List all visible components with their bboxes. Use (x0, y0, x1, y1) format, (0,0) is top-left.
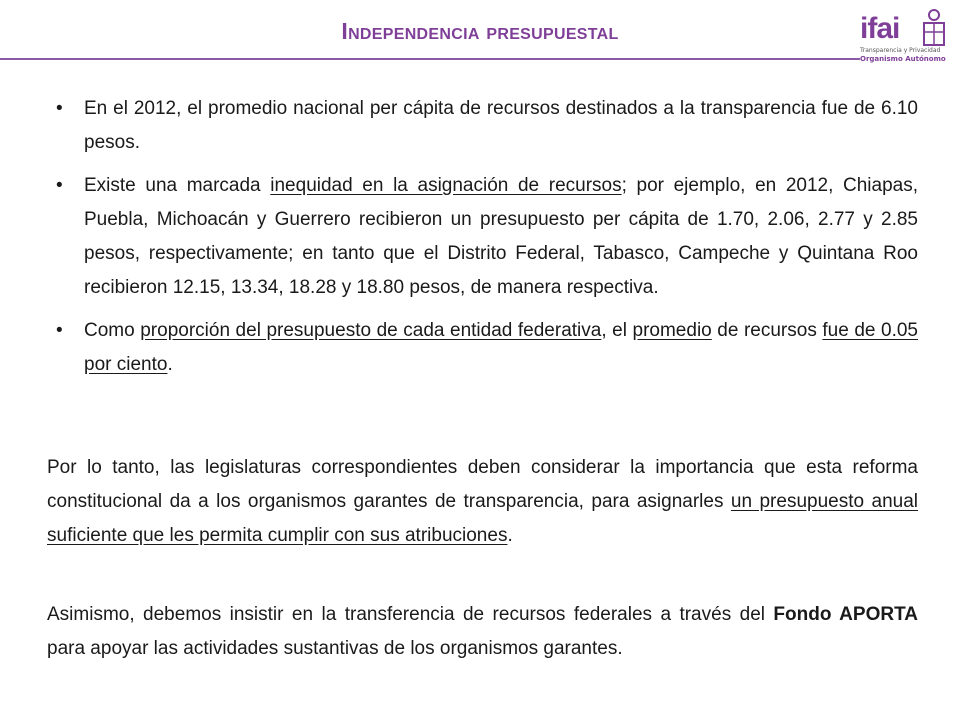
paragraph-text: Asimismo, debemos insistir en la transferencia de recursos federales a través del (47, 604, 774, 625)
bullet-text: , el (601, 320, 633, 341)
slide-title: Independencia presupuestal (341, 18, 619, 44)
bullet-text: Como (84, 320, 141, 341)
paragraph-text: Por lo tanto, las legislaturas correspondientes deben considerar la importancia que esta reforma constitucional da a los organismos garantes de transparencia, para asignarles (47, 457, 918, 512)
bullet-text: . (167, 354, 173, 375)
logo-subtitle: Organismo Autónomo (860, 55, 946, 63)
bullet-text: de recursos (711, 320, 823, 341)
bold-text: Fondo APORTA (773, 604, 918, 625)
paragraph-aporta (47, 598, 918, 666)
paragraph-text: . (507, 525, 513, 546)
title-divider (0, 58, 860, 60)
underlined-text: un presupuesto anual suficiente que les permita cumplir con sus atribuciones (47, 491, 918, 546)
ifai-logo (852, 6, 952, 68)
underlined-text: inequidad en la asignación de recursos (270, 175, 622, 196)
bullet-text: ; por ejemplo, en 2012, Chiapas, Puebla, Michoacán y Guerrero recibieron un presupuesto per cápita de 1.70, 2.06, 2.77 y 2.85 pesos, respectivamente; en tanto que el Distrito Federal, Tabasco, Campeche y Quintana Roo recibieron 12.15, 13.34, 18.28 y 18.80 pesos, de manera respectiva. (84, 175, 919, 298)
logo-figure-icon (920, 8, 948, 48)
bullet-text: En el 2012, el promedio nacional per cápita de recursos destinados a la transparencia fue de 6.10 pesos. (84, 98, 918, 153)
logo-brand: ifai (860, 12, 900, 45)
paragraph-text: para apoyar las actividades sustantivas de los organismos garantes. (47, 638, 623, 659)
paragraph-budget (47, 451, 918, 553)
logo-tagline: Transparencia y Privacidad (860, 47, 941, 54)
bullet-text: Existe una marcada (84, 175, 271, 196)
underlined-text: fue de 0.05 por ciento (84, 320, 918, 375)
bullet-item (50, 314, 918, 382)
bullet-list (50, 92, 918, 391)
bullet-item (50, 92, 918, 160)
underlined-text: proporción del presupuesto de cada entidad federativa (140, 320, 602, 341)
bullet-item (50, 169, 918, 305)
underlined-text: promedio (632, 320, 712, 341)
